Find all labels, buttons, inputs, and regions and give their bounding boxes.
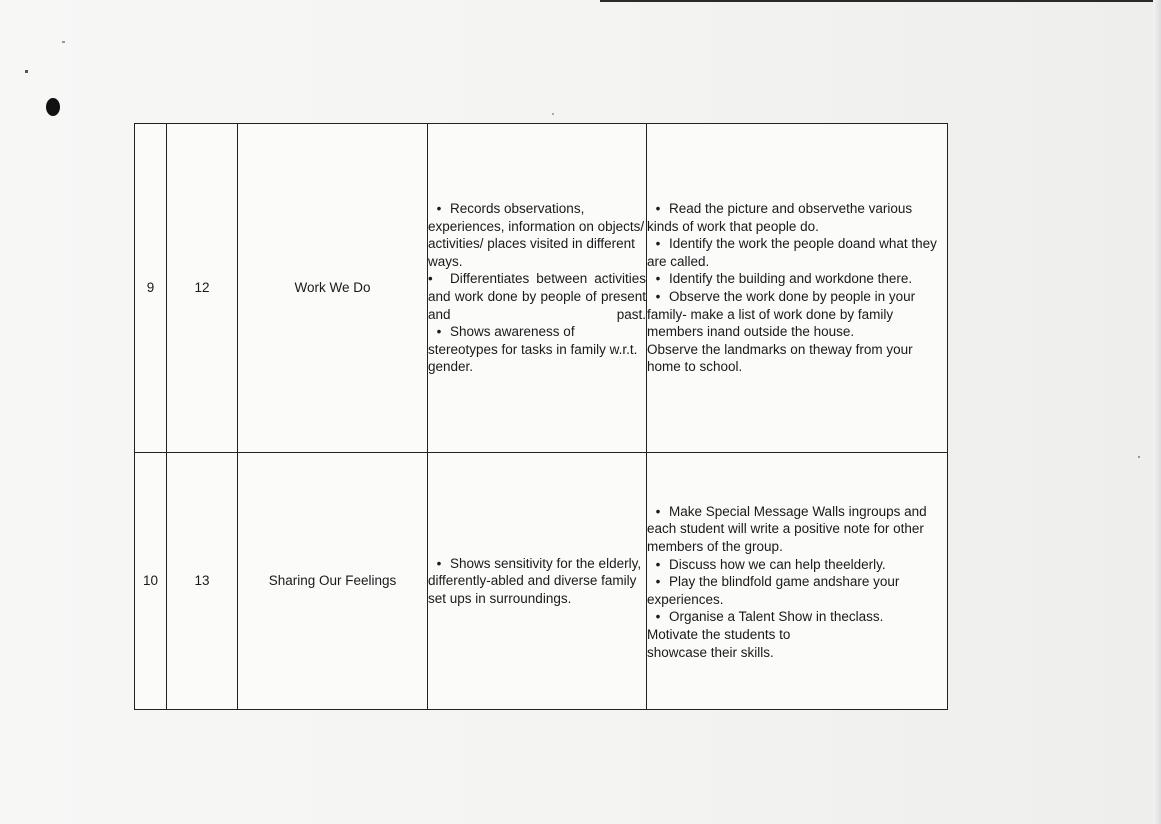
- bullet-icon: •: [655, 574, 661, 590]
- activities-cell: [647, 453, 948, 710]
- learning-outcomes-cell: [428, 124, 647, 453]
- syllabus-table: [134, 123, 948, 710]
- bullet-icon: •: [428, 271, 433, 287]
- activity-item: • Read the picture and observethe various kinds of work that people do.: [647, 201, 913, 234]
- activity-item: • Discuss how we can help theelderly.: [647, 556, 947, 574]
- outcome-item: • Differentiates between activities and work done by people of present and past.: [428, 271, 646, 322]
- bullet-icon: •: [655, 236, 661, 252]
- bullet-icon: •: [655, 271, 661, 287]
- table-row: [135, 124, 948, 453]
- bullet-icon: •: [655, 201, 661, 217]
- learning-outcomes-cell: [428, 453, 647, 710]
- bullet-icon: •: [655, 289, 661, 304]
- scan-edge-shadow: [1153, 0, 1161, 824]
- table-row: [135, 453, 948, 710]
- hole-punch-mark: [46, 98, 60, 116]
- activity-note-line: showcase their skills.: [647, 644, 774, 660]
- activity-note-line: Motivate the students to: [647, 626, 791, 642]
- scan-edge-line: [600, 0, 1161, 2]
- bullet-icon: •: [655, 609, 661, 625]
- row-number: 10: [135, 453, 167, 710]
- activity-item: • Make Special Message Walls ingroups and each student will write a positive note for other members of the group.: [647, 503, 927, 555]
- outcome-item: • Shows awareness of stereotypes for tasks in family w.r.t. gender.: [428, 324, 638, 375]
- bullet-icon: •: [436, 201, 442, 217]
- outcome-item: • Records observations, experiences, information on objects/ activities/ places visited in different ways.: [428, 201, 645, 269]
- row-number: 9: [135, 124, 167, 453]
- scan-speck: [62, 41, 65, 43]
- periods-count: 12: [167, 124, 238, 453]
- theme-title: Work We Do: [238, 124, 428, 453]
- activity-item: • Identify the work the people doand what they are called.: [647, 236, 937, 269]
- scan-speck: [25, 70, 28, 73]
- bullet-icon: •: [436, 555, 442, 571]
- outcome-item: • Shows sensitivity for the elderly, differently-abled and diverse family set ups in surroundings.: [428, 555, 642, 606]
- scan-speck: [552, 113, 554, 115]
- bullet-icon: •: [655, 556, 661, 572]
- activity-item: • Observe the work done by people in your family- make a list of work done by family members inand outside the house.: [647, 289, 916, 340]
- bullet-icon: •: [655, 503, 661, 519]
- periods-count: 13: [167, 453, 238, 710]
- activity-item: • Organise a Talent Show in theclass.: [647, 608, 947, 626]
- activity-item: • Play the blindfold game andshare your experiences.: [647, 574, 900, 607]
- activities-cell: [647, 124, 948, 453]
- theme-title: Sharing Our Feelings: [238, 453, 428, 710]
- activity-note: Observe the landmarks on theway from your home to school.: [647, 341, 913, 375]
- activity-item: • Identify the building and workdone there.: [647, 270, 947, 288]
- bullet-icon: •: [436, 324, 442, 340]
- scan-speck: [1138, 456, 1140, 458]
